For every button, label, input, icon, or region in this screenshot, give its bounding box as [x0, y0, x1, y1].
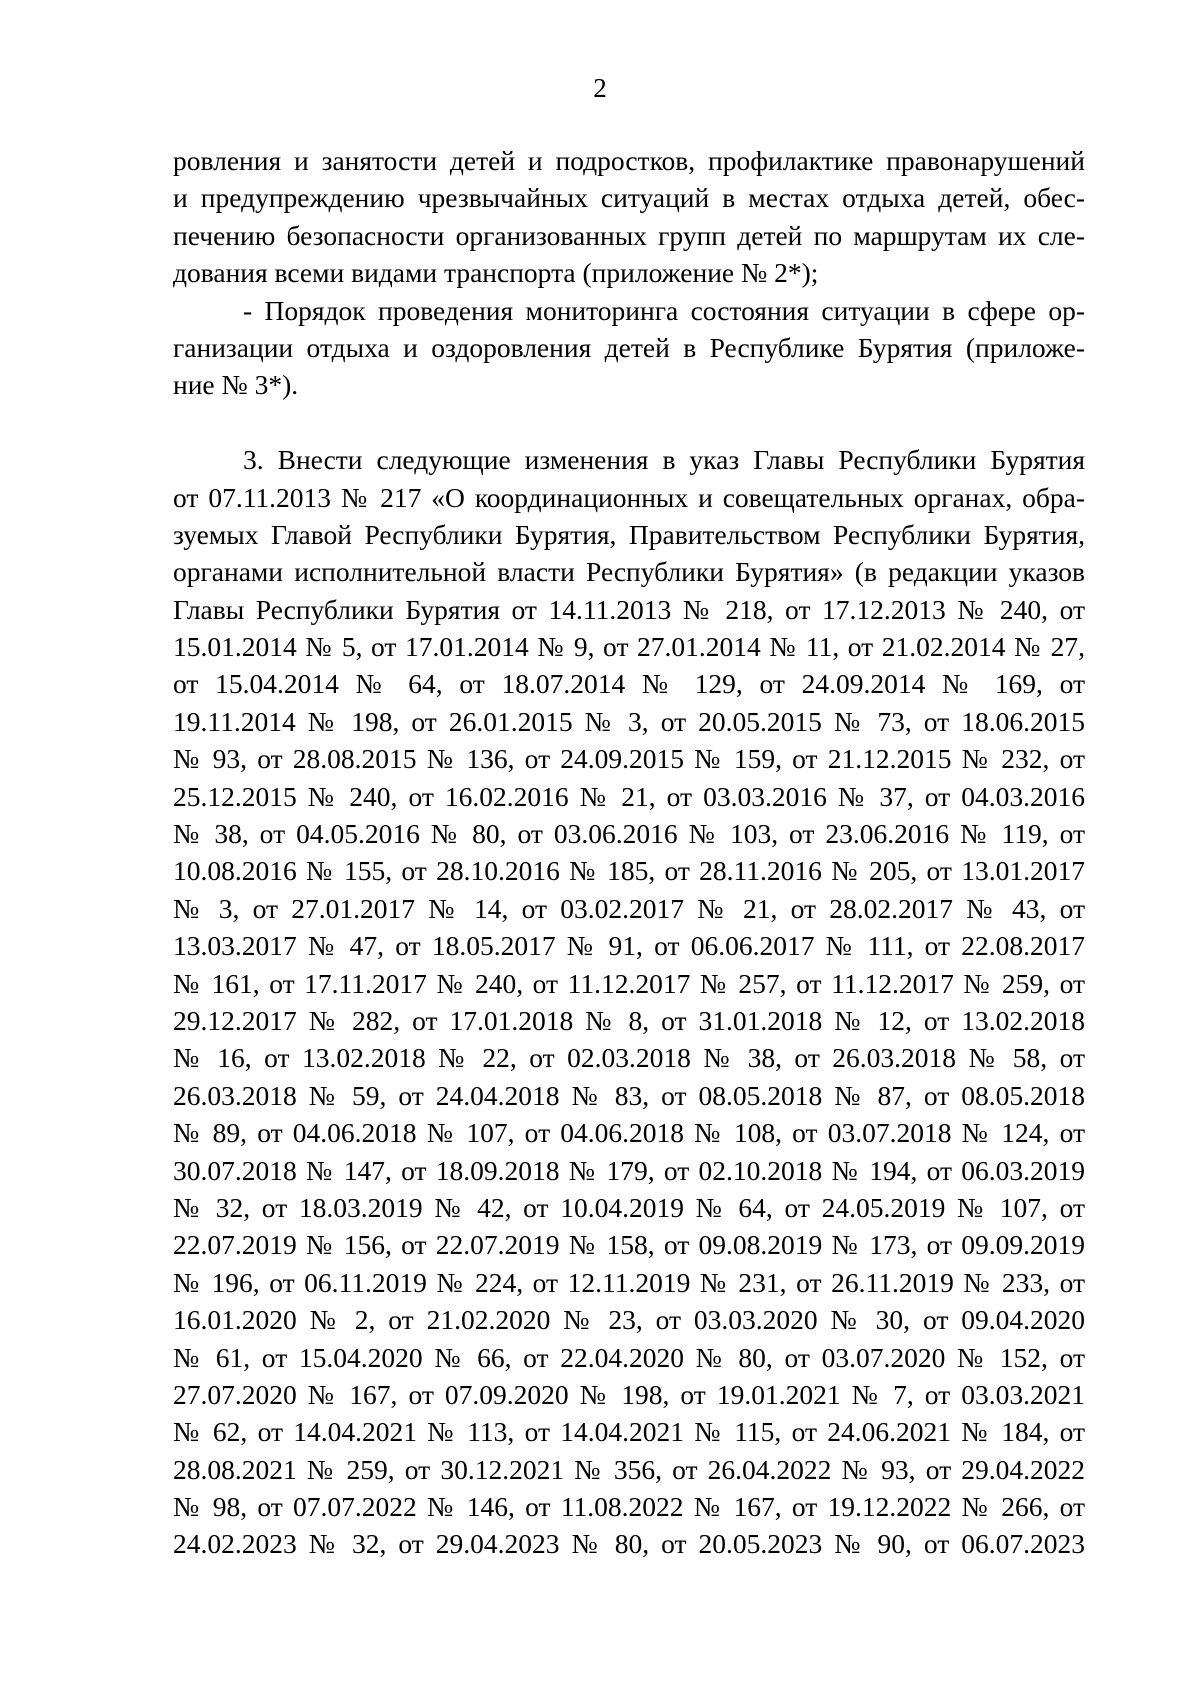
- text-line: № 38, от 04.05.2016 № 80, от 03.06.2016 № 103, от 23.06.2016 № 119, от: [173, 818, 1085, 850]
- text-line: органами исполнительной власти Республики Бурятия» (в редакции указов: [173, 556, 1085, 588]
- paragraph-item-3: [173, 441, 1085, 1563]
- paragraph-spacer: [173, 404, 1085, 441]
- text-line: Главы Республики Бурятия от 14.11.2013 № 218, от 17.12.2013 № 240, от: [173, 593, 1085, 625]
- page-number: 2: [593, 73, 607, 103]
- text-line: 15.01.2014 № 5, от 17.01.2014 № 9, от 27.01.2014 № 11, от 21.02.2014 № 27,: [173, 631, 1085, 663]
- text-line: 25.12.2015 № 240, от 16.02.2016 № 21, от 03.03.2016 № 37, от 04.03.2016: [173, 780, 1085, 812]
- paragraph-continuation: [173, 142, 1085, 292]
- text-line: и предупреждению чрезвычайных ситуаций в местах отдыха детей, обес-: [173, 182, 1085, 214]
- text-line: ровления и занятости детей и подростков, профилактике правонарушений: [173, 145, 1085, 176]
- text-line: № 98, от 07.07.2022 № 146, от 11.08.2022 № 167, от 19.12.2022 № 266, от: [173, 1491, 1085, 1523]
- text-line: 26.03.2018 № 59, от 24.04.2018 № 83, от 08.05.2018 № 87, от 08.05.2018: [173, 1079, 1085, 1111]
- document-body: [173, 142, 1085, 1563]
- text-line: ние № 3*).: [173, 369, 299, 401]
- text-line: 22.07.2019 № 156, от 22.07.2019 № 158, от 09.08.2019 № 173, от 09.09.2019: [173, 1229, 1085, 1261]
- text-line: печению безопасности организованных групп детей по маршрутам их сле-: [173, 219, 1085, 251]
- paragraph-list-item: [173, 292, 1085, 404]
- text-line: № 89, от 04.06.2018 № 107, от 04.06.2018 № 108, от 03.07.2018 № 124, от: [173, 1117, 1085, 1149]
- text-line: 10.08.2016 № 155, от 28.10.2016 № 185, от 28.11.2016 № 205, от 13.01.2017: [173, 855, 1085, 887]
- text-line: 30.07.2018 № 147, от 18.09.2018 № 179, от 02.10.2018 № 194, от 06.03.2019: [173, 1154, 1085, 1186]
- text-line: № 196, от 06.11.2019 № 224, от 12.11.2019 № 231, от 26.11.2019 № 233, от: [173, 1266, 1085, 1298]
- text-line: 24.02.2023 № 32, от 29.04.2023 № 80, от 20.05.2023 № 90, от 06.07.2023: [173, 1528, 1085, 1560]
- text-line: 16.01.2020 № 2, от 21.02.2020 № 23, от 03.03.2020 № 30, от 09.04.2020: [173, 1304, 1085, 1336]
- text-line: 13.03.2017 № 47, от 18.05.2017 № 91, от 06.06.2017 № 111, от 22.08.2017: [173, 930, 1085, 962]
- text-line: зуемых Главой Республики Бурятия, Правительством Республики Бурятия,: [173, 518, 1085, 550]
- text-line: дования всеми видами транспорта (приложение № 2*);: [173, 257, 819, 289]
- text-line: от 07.11.2013 № 217 «О координационных и совещательных органах, обра-: [173, 481, 1085, 513]
- text-line: № 32, от 18.03.2019 № 42, от 10.04.2019 № 64, от 24.05.2019 № 107, от: [173, 1191, 1085, 1223]
- text-line: № 161, от 17.11.2017 № 240, от 11.12.2017 № 257, от 11.12.2017 № 259, от: [173, 967, 1085, 999]
- text-line: 29.12.2017 № 282, от 17.01.2018 № 8, от 31.01.2018 № 12, от 13.02.2018: [173, 1004, 1085, 1036]
- text-line: 27.07.2020 № 167, от 07.09.2020 № 198, от 19.01.2021 № 7, от 03.03.2021: [173, 1378, 1085, 1410]
- text-line: 3. Внести следующие изменения в указ Главы Республики Бурятия: [243, 444, 1085, 476]
- text-line: - Порядок проведения мониторинга состояния ситуации в сфере ор-: [243, 294, 1085, 326]
- text-line: № 3, от 27.01.2017 № 14, от 03.02.2017 № 21, от 28.02.2017 № 43, от: [173, 892, 1085, 924]
- text-line: № 93, от 28.08.2015 № 136, от 24.09.2015 № 159, от 21.12.2015 № 232, от: [173, 743, 1085, 775]
- text-line: № 61, от 15.04.2020 № 66, от 22.04.2020 № 80, от 03.07.2020 № 152, от: [173, 1341, 1085, 1373]
- text-line: ганизации отдыха и оздоровления детей в Республике Бурятия (приложе-: [173, 331, 1085, 363]
- text-line: 19.11.2014 № 198, от 26.01.2015 № 3, от 20.05.2015 № 73, от 18.06.2015: [173, 705, 1085, 737]
- text-line: № 62, от 14.04.2021 № 113, от 14.04.2021 № 115, от 24.06.2021 № 184, от: [173, 1416, 1085, 1448]
- text-line: 28.08.2021 № 259, от 30.12.2021 № 356, от 26.04.2022 № 93, от 29.04.2022: [173, 1453, 1085, 1485]
- text-line: от 15.04.2014 № 64, от 18.07.2014 № 129, от 24.09.2014 № 169, от: [173, 668, 1085, 700]
- text-line: № 16, от 13.02.2018 № 22, от 02.03.2018 № 38, от 26.03.2018 № 58, от: [173, 1042, 1085, 1074]
